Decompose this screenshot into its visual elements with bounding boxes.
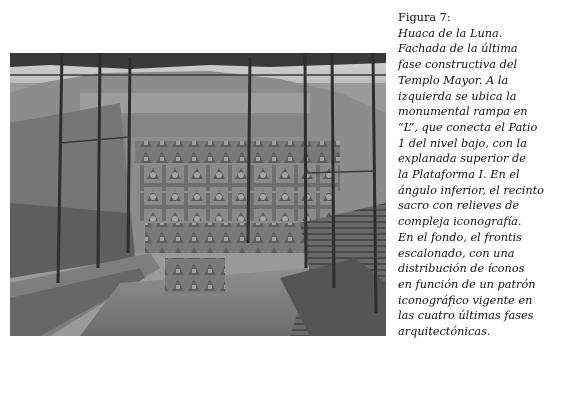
caption-line: fase constructiva del bbox=[398, 58, 518, 72]
caption-line: Templo Mayor. A la bbox=[398, 73, 509, 87]
caption-line: monumental rampa en bbox=[398, 105, 528, 119]
caption-line: Fachada de la última bbox=[398, 42, 518, 56]
photo-illustration bbox=[10, 53, 386, 336]
caption-line: las cuatro últimas fases bbox=[398, 309, 534, 323]
caption-line: izquierda se ubica la bbox=[398, 89, 517, 103]
caption-line: Huaca de la Luna. bbox=[398, 26, 503, 40]
figure-photo-huaca-de-la-luna bbox=[10, 53, 386, 336]
caption-line: la Plataforma I. En el bbox=[398, 168, 520, 182]
caption-line: distribución de íconos bbox=[398, 262, 525, 276]
caption-line: explanada superior de bbox=[398, 152, 526, 166]
caption-line: compleja iconografía. bbox=[398, 215, 522, 229]
caption-line: escalonado, con una bbox=[398, 246, 515, 260]
caption-line: ángulo inferior, el recinto bbox=[398, 183, 544, 197]
caption-line: arquitectónicas. bbox=[398, 325, 491, 339]
caption-line: sacro con relieves de bbox=[398, 199, 520, 213]
caption-line: “L”, que conecta el Patio bbox=[398, 120, 538, 134]
caption-line: en función de un patrón bbox=[398, 277, 536, 291]
caption-line: En el fondo, el frontis bbox=[398, 230, 522, 244]
caption-line: 1 del nivel bajo, con la bbox=[398, 136, 527, 150]
figure-label: Figura 7: bbox=[398, 11, 451, 24]
caption-line: iconográfico vigente en bbox=[398, 293, 533, 307]
figure-caption bbox=[398, 10, 560, 340]
